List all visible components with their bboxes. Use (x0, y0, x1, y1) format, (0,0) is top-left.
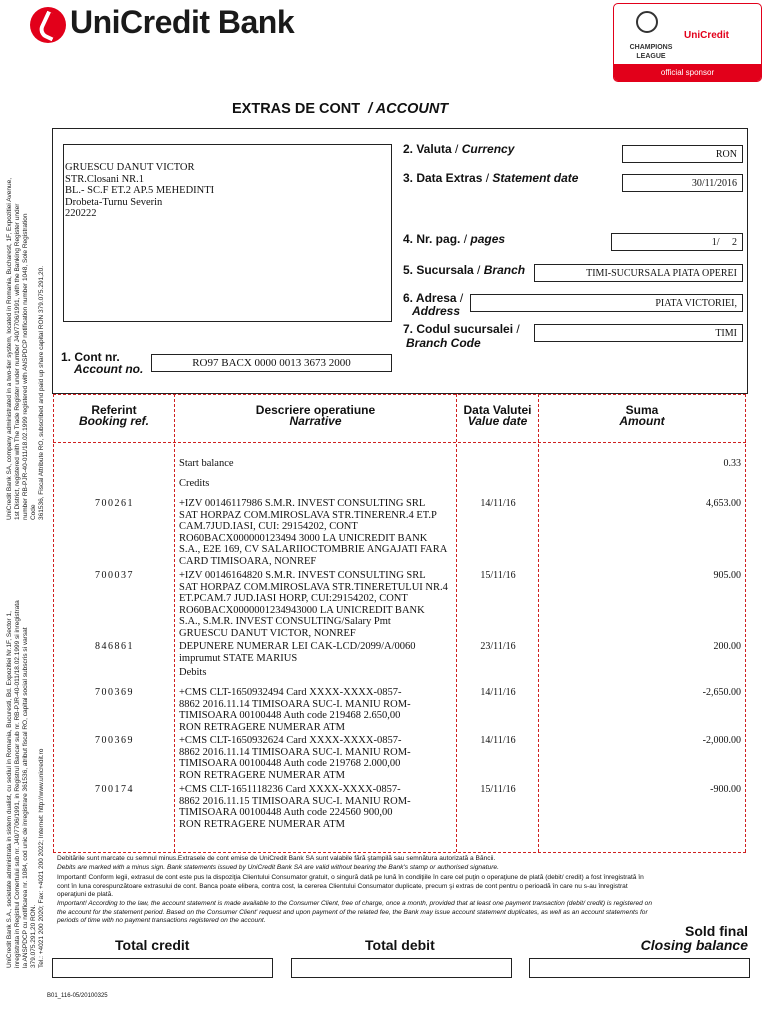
label-en: Statement date (492, 171, 579, 185)
amount: -2,650.00 (702, 687, 741, 698)
narrative-line: RON RETRAGERE NUMERAR ATM (179, 818, 345, 830)
badge-sponsor: official sponsor (614, 64, 761, 81)
badge-brand: UniCredit (684, 30, 729, 41)
start-balance-label: Start balance (179, 458, 234, 469)
narrative-line: ET.PCAM.7 JUD.IASI HORP, CUI:29154202, CONT (179, 593, 408, 605)
currency-label: 2. Valuta / Currency (403, 142, 515, 156)
col-header-value-date (457, 405, 538, 427)
label-ro: 3. Data Extras (403, 171, 483, 185)
booking-ref: 700369 (95, 687, 134, 698)
branch-value: TIMI-SUCURSALA PIATA OPEREI (534, 264, 743, 282)
narrative-line: CARD TIMISOARA, NONREF (179, 555, 317, 567)
table-top-line (53, 394, 746, 395)
booking-ref: 700261 (95, 498, 134, 509)
badge-line2: LEAGUE (636, 53, 666, 60)
bank-name: UniCredit Bank (70, 4, 295, 40)
amount: -900.00 (710, 784, 741, 795)
narrative-line: RO60BACX000000123494 3000 LA UNICREDIT BANK (179, 532, 428, 544)
side-line: Code (30, 504, 37, 520)
narrative-line: +IZV 00146117986 S.M.R. INVEST CONSULTING SRL (179, 498, 426, 509)
side-line: 1st District, registered with The Trade Register under number J40/7706/1991, with the Banking Register under (14, 203, 21, 520)
narrative-line: TIMISOARA 00100448 Auth code 219768 2.000,00 (179, 758, 401, 770)
table-bottom-line (53, 852, 746, 853)
side-line: 361536, Fiscal Attribute RO, subscribed and paid up share capital RON 379.075.291,20. (38, 265, 45, 520)
legal-notes (57, 855, 757, 926)
table-col-line (538, 394, 539, 852)
col-header-narrative (175, 405, 456, 427)
table-col-line (53, 394, 54, 852)
closing-ro: Sold final (685, 923, 748, 939)
closing-balance-label (560, 924, 748, 952)
narrative-line: +CMS CLT-1650932494 Card XXXX-XXXX-0857- (179, 687, 402, 698)
label-en: Branch (483, 263, 526, 277)
pages-value: 1/ 2 (611, 233, 743, 251)
narrative-line: RON RETRAGERE NUMERAR ATM (179, 721, 345, 733)
title-ro: EXTRAS DE CONT (232, 101, 361, 117)
amount: 200.00 (713, 641, 741, 652)
narrative-line: SAT HORPAZ COM.MIROSLAVA STR.TINERENR.4 ET.P (179, 509, 437, 521)
header-ro: Descriere operatiune (255, 403, 376, 417)
table-row-narrative (179, 570, 448, 640)
label-en: Account no. (74, 362, 144, 376)
label-ro: 5. Sucursala (403, 263, 474, 277)
narrative-line: 8862 2016.11.14 TIMISOARA SUC-I. MANIU ROM- (179, 746, 411, 758)
amount: 905.00 (713, 570, 741, 581)
narrative-line: RO60BACX0000001234943000 LA UNICREDIT BANK (179, 604, 425, 616)
form-code: B01_116-05/20100325 (47, 993, 108, 999)
customer-city: Drobeta-Turnu Severin (65, 196, 163, 208)
note-line: operaţiuni de plată. (57, 891, 114, 899)
col-header-booking-ref (54, 405, 174, 427)
narrative-line: RON RETRAGERE NUMERAR ATM (179, 769, 345, 781)
narrative-line: GRUESCU DANUT VICTOR, NONREF (179, 627, 356, 639)
branch-code-value: TIMI (534, 324, 743, 342)
starball-icon (636, 11, 658, 33)
debits-label: Debits (179, 667, 207, 678)
side-line: UniCredit Bank S.A., societate administrata in sistem dualist, cu sediul in Romania, Bucuresti, Bd. Expozitiei Nr.1F, Sector 1, (6, 611, 13, 968)
start-balance-amount: 0.33 (723, 458, 741, 469)
label-ro: 7. Codul sucursalei (403, 322, 514, 336)
narrative-line: TIMISOARA 00100448 Auth code 219468 2.650,00 (179, 710, 401, 722)
amount: -2,000.00 (702, 735, 741, 746)
header-ro: Data Valutei (463, 403, 532, 417)
label-en: Currency (461, 142, 515, 156)
booking-ref: 700037 (95, 570, 134, 581)
champions-league-badge (613, 3, 762, 82)
narrative-line: SAT HORPAZ COM.MIROSLAVA STR.TINERETULUI NR.4 (179, 581, 448, 593)
total-debit-label: Total debit (365, 937, 435, 953)
badge-line1: CHAMPIONS (629, 44, 673, 51)
narrative-line: CAM.7JUD.IASI, CUI: 29154202, CONT (179, 521, 358, 533)
header-ro: Suma (625, 403, 659, 417)
narrative-line: 8862 2016.11.14 TIMISOARA SUC-I. MANIU ROM- (179, 698, 411, 710)
header-en: Booking ref. (78, 414, 149, 428)
unicredit-logo-icon (30, 7, 66, 43)
value-date: 14/11/16 (480, 735, 516, 746)
note-line: Important! According to the law, the account statement is made available to the Consumer Client, free of charge, once a month, provided that at least one payment transaction (debit/ credit) is registered on (57, 899, 652, 907)
amount: 4,653.00 (706, 498, 741, 509)
pages-label: 4. Nr. pag. / pages (403, 232, 506, 246)
table-row-narrative (179, 498, 447, 568)
note-line: Debitările sunt marcate cu semnul minus.Extrasele de cont emise de UniCredit Bank SA sunt valabile fără ştampilă sau semnătura autorizată a Băncii. (57, 855, 496, 862)
address-label: 6. Adresa / Address (403, 291, 464, 318)
credits-label: Credits (179, 478, 210, 489)
statement-date-label: 3. Data Extras / Statement date (403, 171, 579, 185)
account-label (61, 351, 143, 375)
value-date: 15/11/16 (480, 784, 516, 795)
branch-code-label: 7. Codul sucursalei / Branch Code (403, 322, 520, 350)
narrative-line: +CMS CLT-1650932624 Card XXXX-XXXX-0857- (179, 735, 402, 746)
customer-name: GRUESCU DANUT VICTOR (65, 162, 195, 173)
table-col-line (456, 394, 457, 852)
side-line: la ANSPDCP cu notificarea nr. 1084, cod unic de inregistrare 361536, atribut fiscal RO, capital social subscris si varsat (22, 627, 29, 968)
customer-street: STR.Closani NR.1 (65, 173, 145, 185)
label-ro: 4. Nr. pag. (403, 232, 461, 246)
note-line: the account for the statement period. Based on the Consumer Client' request and upon payment of the related fee, the Bank may issue account statement duplicates, as well as an account statements for (57, 908, 648, 916)
badge-league (620, 43, 682, 61)
total-credit-label: Total credit (115, 937, 190, 953)
total-debit-box (291, 958, 512, 978)
header-en: Value date (467, 414, 528, 428)
side-line: 379.075.291,20 RON. (30, 904, 37, 968)
narrative-line: DEPUNERE NUMERAR LEI CAK-LCD/2099/A/0060 (179, 641, 416, 652)
side-line: number RB-PJR-40-011/18.02.1999 registered with ANSPDCP notification number 1048, Sole Registration (22, 213, 29, 520)
closing-balance-box (529, 958, 750, 978)
table-col-line (745, 394, 746, 852)
page-title (232, 101, 448, 117)
table-row-narrative (179, 784, 411, 830)
statement-date-value: 30/11/2016 (622, 174, 743, 192)
narrative-line: +IZV 00146164820 S.M.R. INVEST CONSULTING SRL (179, 570, 426, 581)
booking-ref: 700369 (95, 735, 134, 746)
total-credit-box (52, 958, 273, 978)
customer-block: BL.- SC.F ET.2 AP.5 MEHEDINTI (65, 185, 215, 197)
side-legal-text-ro (6, 600, 46, 968)
label-ro: 6. Adresa (403, 291, 457, 305)
value-date: 15/11/16 (480, 570, 516, 581)
booking-ref: 700174 (95, 784, 134, 795)
col-header-amount (539, 405, 745, 427)
table-header-line (53, 442, 746, 443)
label-ro: 1. Cont nr. (61, 350, 120, 364)
label-ro: 2. Valuta (403, 142, 452, 156)
header-ro: Referint (91, 403, 137, 417)
side-line: inregistrata in Registrul Comertului sub nr. J40/7706/1991, in Registrul Bancar sub nr. RB-PJR-40-011/18.02.1999 si inregistrata (14, 600, 21, 968)
side-legal-text-en (6, 178, 46, 520)
value-date: 14/11/16 (480, 687, 516, 698)
narrative-line: imprumut STATE MARIUS (179, 652, 298, 664)
table-col-line (174, 394, 175, 852)
booking-ref: 846861 (95, 641, 134, 652)
account-number: RO97 BACX 0000 0013 3673 2000 (151, 354, 392, 372)
narrative-line: S.A., S.M.R. INVEST CONSULTING/Salary Pmt (179, 616, 391, 628)
note-line: Important! Conform legii, extrasul de cont este pus la dispoziţia Clientului Consumator gratuit, o singură dată pe lună în condiţiile în care cel puţin o operaţiune de plată (debit/ credit) a fost înregistrată în (57, 874, 644, 882)
value-date: 23/11/16 (480, 641, 516, 652)
header-en: Amount (619, 414, 665, 428)
note-line: Debits are marked with a minus sign. Bank statements issued by UniCredit Bank SA are valid without bearing the Bank's stamp or authorised signature. (57, 863, 499, 871)
value-date: 14/11/16 (480, 498, 516, 509)
narrative-line: S.A., E2E 169, CV SALARIIOCTOMBRIE ANGAJATI FARA (179, 544, 448, 556)
narrative-line: 8862 2016.11.15 TIMISOARA SUC-I. MANIU ROM- (179, 795, 411, 807)
label-en: Address (412, 304, 461, 318)
table-row-narrative (179, 735, 411, 781)
label-en: Branch Code (406, 336, 481, 350)
side-line: UniCredit Bank SA, company administrated in a two-tier system, located in Romania, Bucharest, 1F, Expozitiei Avenue, (6, 177, 13, 520)
customer-postcode: 220222 (65, 208, 97, 220)
branch-label: 5. Sucursala / Branch (403, 263, 526, 277)
title-en: / ACCOUNT (368, 101, 449, 117)
side-line: Tel.: +4021 200 2020; Fax: +4021 200 2022; Internet: http://www.unicredit.ro (38, 748, 45, 968)
customer-address (65, 162, 214, 220)
narrative-line: TIMISOARA 00100448 Auth code 224560 900,00 (179, 807, 393, 819)
table-row-narrative (179, 687, 411, 733)
note-line: periods of time with no payment transactions registered on the account. (57, 917, 266, 925)
header-en: Narrative (289, 414, 342, 428)
note-line: cont în luna corespunzătoare extrasului de cont. Banca poate elibera, contra cost, la cererea Clientului Consumator duplicate, precum şi extras de cont pentru o perioadă în care nu s-au înregistrat (57, 882, 628, 890)
table-row-narrative (179, 641, 416, 664)
address-value: PIATA VICTORIEI, (470, 294, 743, 312)
closing-en: Closing balance (640, 937, 748, 953)
label-en: pages (470, 232, 506, 246)
currency-value: RON (622, 145, 743, 163)
narrative-line: +CMS CLT-1651118236 Card XXXX-XXXX-0857- (179, 784, 401, 795)
